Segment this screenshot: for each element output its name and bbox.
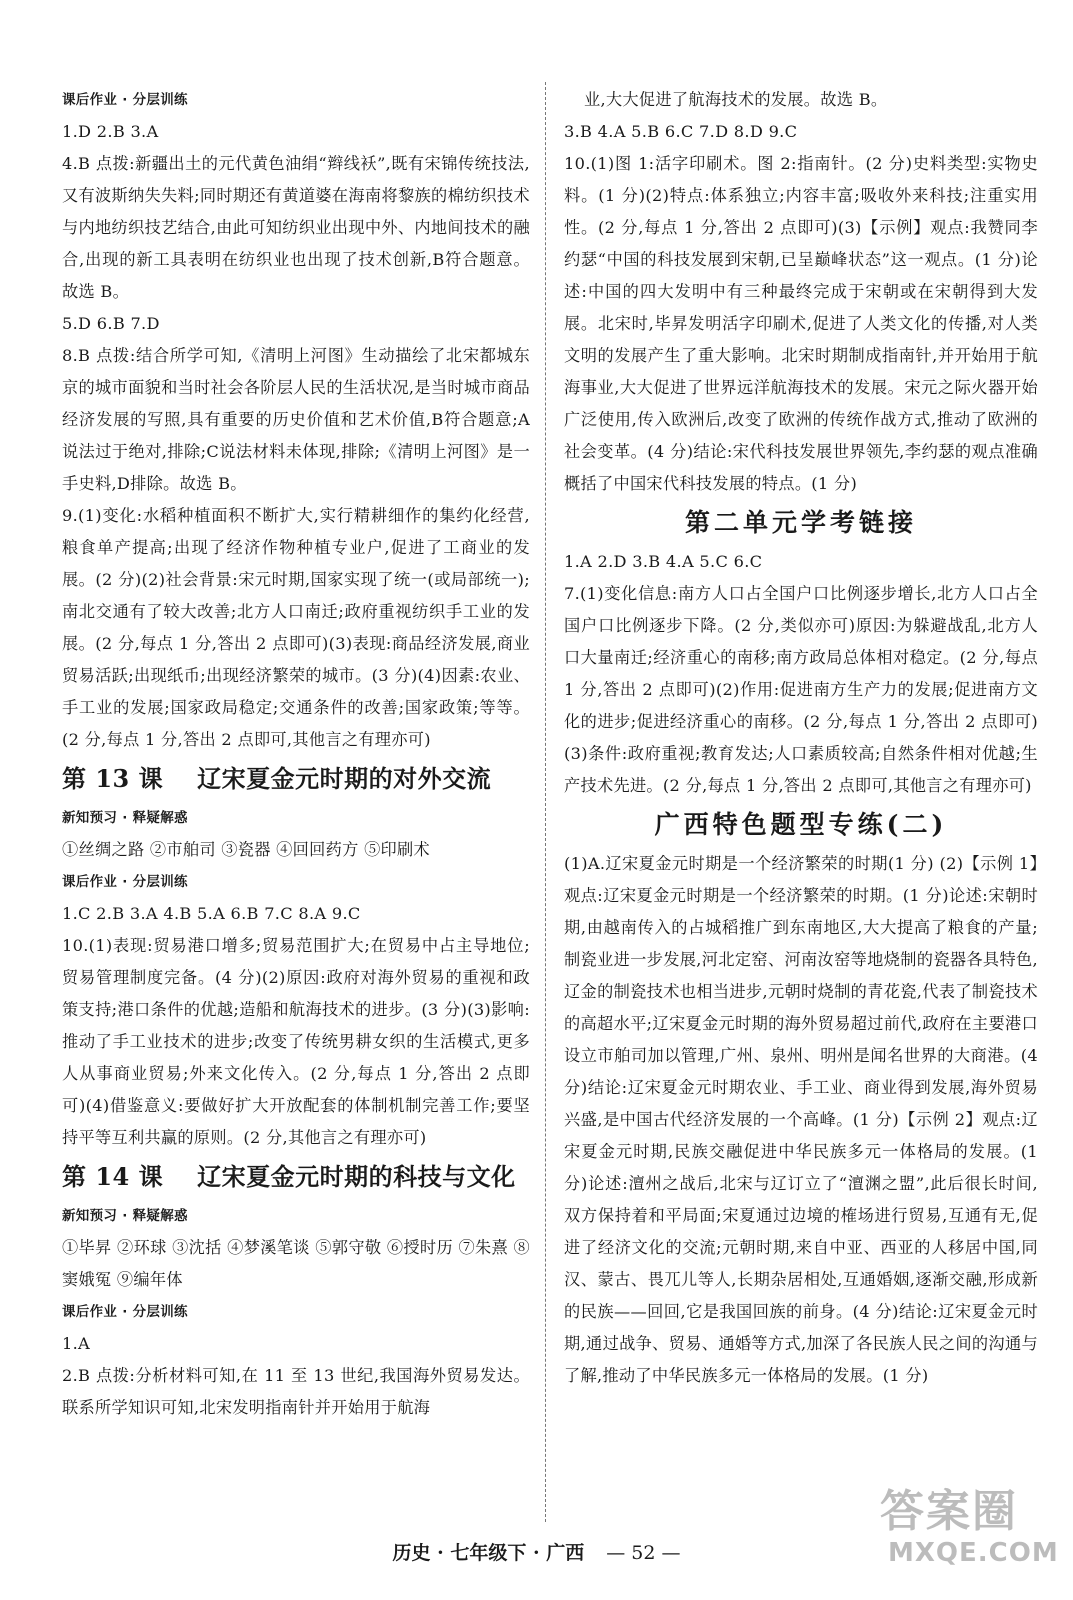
- section-heading: 课后作业 · 分层训练: [62, 1304, 188, 1320]
- watermark: [880, 1486, 1059, 1586]
- answer-line: 1.A: [62, 1334, 91, 1353]
- answer-line: ①丝绸之路 ②市舶司 ③瓷器 ④回回药方 ⑤印刷术: [62, 840, 431, 859]
- section-heading: 课后作业 · 分层训练: [62, 92, 188, 108]
- answer-line: 3.B 4.A 5.B 6.C 7.D 8.D 9.C: [564, 122, 798, 141]
- section-heading: 新知预习 · 释疑解惑: [62, 810, 188, 826]
- lesson-name: 辽宋夏金元时期的科技与文化: [197, 1162, 516, 1191]
- section-heading: 课后作业 · 分层训练: [62, 874, 188, 890]
- answer-line: 业,大大促进了航海技术的发展。故选 B。: [584, 90, 888, 109]
- watermark-text: 答案圈: [880, 1486, 1018, 1537]
- answer-line: 1.A 2.D 3.B 4.A 5.C 6.C: [564, 552, 763, 571]
- answer-paragraph: 2.B 点拨:分析材料可知,在 11 至 13 世纪,我国海外贸易发达。联系所学知识可知,北宋发明指南针并开始用于航海: [62, 1366, 530, 1417]
- answer-paragraph: 10.(1)表现:贸易港口增多;贸易范围扩大;在贸易中占主导地位;贸易管理制度完备。(4 分)(2)原因:政府对海外贸易的重视和政策支持;港口条件的优越;造船和航海技术的进步。(3 分)(3)影响:推动了手工业技术的进步;改变了传统男耕女织的生活模式,更多人从事商业贸易;外来文化传入。(2 分,每点 1 分,答出 2 点即可)(4)借鉴意义:要做好扩大开放配套的体制机制完善工作;要坚持平等互利共赢的原则。(2 分,其他言之有理亦可): [62, 936, 530, 1147]
- answer-paragraph: ①毕昇 ②环球 ③沈括 ④梦溪笔谈 ⑤郭守敬 ⑥授时历 ⑦朱熹 ⑧窦娥冤 ⑨编年体: [62, 1238, 530, 1289]
- lesson-14-title: [62, 1154, 530, 1200]
- right-column: [564, 84, 1038, 1392]
- answer-paragraph: (1)A.辽宋夏金元时期是一个经济繁荣的时期(1 分) (2)【示例 1】观点:辽宋夏金元时期是一个经济繁荣的时期。(1 分)论述:宋朝时期,由越南传入的占城稻推广到东南地区,大大提高了粮食的产量;制瓷业进一步发展,河北定窑、河南汝窑等地烧制的瓷器各具特色,辽金的制瓷技术也相当进步,元朝时烧制的青花瓷,代表了制瓷技术的高超水平;辽宋夏金元时期的海外贸易超过前代,政府在主要港口设立市舶司加以管理,广州、泉州、明州是闻名世界的大商港。(4 分)结论:辽宋夏金元时期农业、手工业、商业得到发展,海外贸易兴盛,是中国古代经济发展的一个高峰。(1 分)【示例 2】观点:辽宋夏金元时期,民族交融促进中华民族多元一体格局的发展。(1 分)论述:澶州之战后,北宋与辽订立了“澶渊之盟”,此后很长时间,双方保持着和平局面;宋夏通过边境的榷场进行贸易,互通有无,促进了经济文化的交流;元朝时期,来自中亚、西亚的人移居中国,同汉、蒙古、畏兀儿等人,长期杂居相处,互通婚姻,逐渐交融,形成新的民族——回回,它是我国回族的前身。(4 分)结论:辽宋夏金元时期,通过战争、贸易、通婚等方式,加深了各民族人民之间的沟通与了解,推动了中华民族多元一体格局的发展。(1 分): [564, 854, 1038, 1385]
- footer-label: 历史 · 七年级下 · 广西: [392, 1542, 585, 1564]
- answer-paragraph: 9.(1)变化:水稻种植面积不断扩大,实行精耕细作的集约化经营,粮食单产提高;出现了经济作物种植专业户,促进了工商业的发展。(2 分)(2)社会背景:宋元时期,国家实现了统一(或局部统一);南北交通有了较大改善;北方人口南迁;政府重视纺织手工业的发展。(2 分,每点 1 分,答出 2 点即可)(3)表现:商品经济发展,商业贸易活跃;出现纸币;出现经济繁荣的城市。(3 分)(4)因素:农业、手工业的发展;国家政局稳定;交通条件的改善;国家政策;等等。(2 分,每点 1 分,答出 2 点即可,其他言之有理亦可): [62, 506, 530, 749]
- column-divider: [545, 82, 546, 1522]
- answer-line: 1.D 2.B 3.A: [62, 122, 159, 141]
- answer-line: 1.C 2.B 3.A 4.B 5.A 6.B 7.C 8.A 9.C: [62, 904, 361, 923]
- answer-paragraph: 7.(1)变化信息:南方人口占全国户口比例逐步增长,北方人口占全国户口比例逐步下降。(2 分,类似亦可)原因:为躲避战乱,北方人口大量南迁;经济重心的南移;南方政局总体相对稳定。(2 分,每点 1 分,答出 2 点即可)(2)作用:促进南方生产力的发展;促进南方文化的进步;促进经济重心的南移。(2 分,每点 1 分,答出 2 点即可)(3)条件:政府重视;教育发达;人口素质较高;自然条件相对优越;生产技术先进。(2 分,每点 1 分,答出 2 点即可,其他言之有理亦可): [564, 584, 1038, 795]
- lesson-13-title: [62, 756, 530, 802]
- section-heading: 新知预习 · 释疑解惑: [62, 1208, 188, 1224]
- left-column: [62, 84, 530, 1424]
- watermark-url: MXQE.COM: [888, 1538, 1059, 1568]
- page-number: — 52 —: [606, 1542, 681, 1564]
- answer-paragraph: 4.B 点拨:新疆出土的元代黄色油绢“辫线袄”,既有宋锦传统技法,又有波斯纳失失料;同时期还有黄道婆在海南将黎族的棉纺织技术与内地纺织技艺结合,由此可知纺织业出现中外、内地间技术的融合,出现的新工具表明在纺织业也出现了技术创新,B符合题意。故选 B。: [62, 154, 530, 301]
- unit-2-title: 第二单元学考链接: [684, 508, 917, 537]
- answer-line: 5.D 6.B 7.D: [62, 314, 160, 333]
- lesson-name: 辽宋夏金元时期的对外交流: [197, 764, 492, 793]
- lesson-number: 第 13 课: [62, 764, 164, 793]
- special-practice-title: 广西特色题型专练(二): [654, 810, 948, 839]
- answer-paragraph: 10.(1)图 1:活字印刷术。图 2:指南针。(2 分)史料类型:实物史料。(1 分)(2)特点:体系独立;内容丰富;吸收外来科技;注重实用性。(2 分,每点 1 分,答出 2 点即可)(3)【示例】观点:我赞同李约瑟“中国的科技发展到宋朝,已呈巅峰状态”这一观点。(1 分)论述:中国的四大发明中有三种最终完成于宋朝或在宋朝得到大发展。北宋时,毕昇发明活字印刷术,促进了人类文化的传播,对人类文明的发展产生了重大影响。北宋时期制成指南针,并开始用于航海事业,大大促进了世界远洋航海技术的发展。宋元之际火器开始广泛使用,传入欧洲后,改变了欧洲的传统作战方式,推动了欧洲的社会变革。(4 分)结论:宋代科技发展世界领先,李约瑟的观点准确概括了中国宋代科技发展的特点。(1 分): [564, 154, 1038, 493]
- answer-paragraph: 8.B 点拨:结合所学可知,《清明上河图》生动描绘了北宋都城东京的城市面貌和当时社会各阶层人民的生活状况,是当时城市商品经济发展的写照,具有重要的历史价值和艺术价值,B符合题意;A说法过于绝对,排除;C说法材料未体现,排除;《清明上河图》是一手史料,D排除。故选 B。: [62, 346, 530, 493]
- lesson-number: 第 14 课: [62, 1162, 164, 1191]
